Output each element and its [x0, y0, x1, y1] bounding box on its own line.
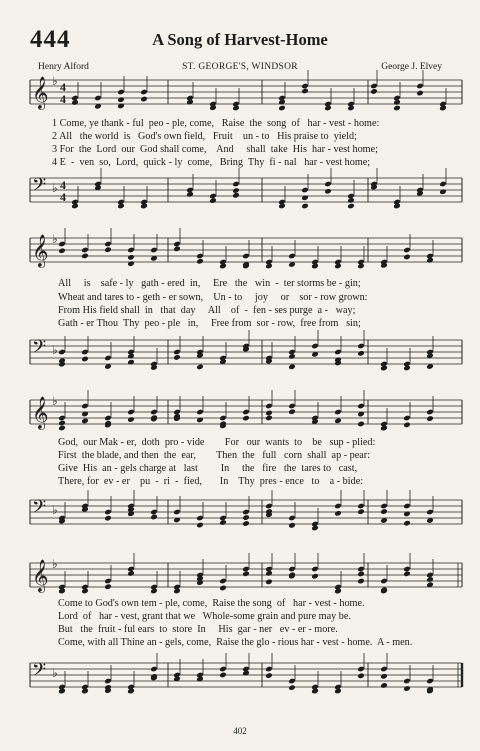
verse-line: Come to God's own tem - ple, come, Raise the song of har - vest - home.: [58, 598, 365, 609]
time-signature-bottom: 4: [60, 190, 66, 204]
verse-line: Gath - er Thou Thy peo - ple in, Free from sor - row, free from sin;: [58, 318, 361, 329]
verse-line: But the fruit - ful ears to store In His gar - ner ev - er - more.: [58, 624, 338, 635]
note-head: [232, 187, 240, 194]
flat-sign-icon: ♭: [52, 503, 58, 517]
note-head: [219, 263, 227, 270]
note-head: [219, 519, 227, 526]
note-head: [186, 191, 194, 198]
author-credit: Henry Alford: [38, 62, 89, 72]
note-head: [209, 197, 217, 204]
note-head: [58, 425, 66, 432]
note-head: [334, 588, 342, 595]
note-head: [140, 203, 148, 210]
verse-line: Lord of har - vest, grant that we Whole-some grain and pure may be.: [58, 611, 351, 622]
note-head: [403, 520, 411, 527]
note-head: [71, 99, 79, 106]
note-head: [393, 203, 401, 210]
note-head: [140, 96, 148, 103]
tune-name: ST. GEORGE'S, WINDSOR: [182, 62, 298, 72]
verse-line: Come, with all Thine an - gels, come, Raise the glo - rious har - vest - home. A - men.: [58, 637, 413, 648]
bass-staff-system-3: [0, 492, 480, 532]
note-head: [104, 583, 112, 590]
bass-clef-icon: 𝄢: [32, 175, 47, 200]
note-head: [150, 588, 158, 595]
note-head: [426, 576, 434, 583]
note-head: [357, 421, 365, 428]
flat-sign-icon: ♭: [52, 74, 58, 88]
note-head: [173, 588, 181, 595]
flat-sign-icon: ♭: [52, 343, 58, 357]
note-head: [242, 415, 250, 422]
verse-line: First the blade, and then the ear, Then the full corn shall ap - pear:: [58, 450, 371, 461]
bass-staff-system-2: [0, 332, 480, 372]
note-head: [357, 508, 365, 515]
note-head: [288, 684, 296, 691]
verse-line: 2 All the world is God's own field, Fruit un - to His praise to yield;: [52, 131, 357, 142]
verse-line: Give His an - gels charge at last In the fire the tares to cast,: [58, 463, 358, 474]
bass-clef-icon: 𝄢: [32, 337, 47, 362]
note-head: [104, 246, 112, 253]
note-head: [242, 571, 250, 578]
note-head: [403, 685, 411, 692]
note-head: [324, 188, 332, 195]
note-head: [242, 520, 250, 527]
note-head: [196, 522, 204, 529]
note-head: [380, 673, 388, 680]
note-head: [173, 246, 181, 253]
note-head: [196, 364, 204, 371]
note-head: [278, 105, 286, 112]
note-head: [324, 105, 332, 112]
note-head: [416, 90, 424, 97]
treble-clef-icon: 𝄞: [32, 396, 49, 429]
note-head: [439, 188, 447, 195]
note-head: [357, 263, 365, 270]
note-head: [347, 203, 355, 210]
note-head: [393, 105, 401, 112]
note-head: [311, 573, 319, 580]
verse-line: Wheat and tares to - geth - er sown, Un - to joy or sor - row grown:: [58, 292, 368, 303]
note-head: [150, 514, 158, 521]
note-head: [393, 99, 401, 106]
bass-clef-icon: 𝄢: [32, 660, 47, 685]
note-head: [301, 203, 309, 210]
note-head: [265, 579, 273, 586]
note-head: [127, 688, 135, 695]
note-head: [370, 88, 378, 95]
note-head: [265, 410, 273, 417]
note-head: [357, 350, 365, 357]
note-head: [311, 263, 319, 270]
note-head: [127, 570, 135, 577]
note-head: [311, 525, 319, 532]
treble-staff-system-4: [0, 555, 480, 595]
composer-credit: George J. Elvey: [381, 62, 442, 72]
note-head: [380, 425, 388, 432]
treble-clef-icon: 𝄞: [32, 234, 49, 267]
note-head: [426, 257, 434, 264]
note-head: [219, 672, 227, 679]
verse-line: 3 For the Lord our God shall come, And shall take His har - vest home;: [52, 144, 378, 155]
note-head: [117, 96, 125, 103]
note-head: [104, 515, 112, 522]
time-signature-top: 4: [60, 80, 66, 94]
note-head: [334, 510, 342, 517]
note-head: [196, 579, 204, 586]
note-head: [81, 253, 89, 260]
note-head: [219, 585, 227, 592]
note-head: [81, 418, 89, 425]
note-head: [403, 511, 411, 518]
hymn-title: A Song of Harvest-Home: [152, 30, 328, 49]
note-head: [81, 588, 89, 595]
note-head: [334, 418, 342, 425]
treble-staff-system-3: [0, 392, 480, 432]
note-head: [301, 88, 309, 95]
bass-clef-icon: 𝄢: [32, 497, 47, 522]
flat-sign-icon: ♭: [52, 666, 58, 680]
verse-line: There, for ev - er pu - ri - fied, In Thy pres - ence to a - bide:: [58, 476, 364, 487]
note-head: [58, 588, 66, 595]
note-head: [403, 571, 411, 578]
note-head: [117, 203, 125, 210]
note-head: [173, 354, 181, 361]
note-head: [232, 105, 240, 112]
note-head: [58, 420, 66, 427]
note-head: [265, 672, 273, 679]
flat-sign-icon: ♭: [52, 557, 58, 571]
note-head: [265, 415, 273, 422]
note-head: [439, 105, 447, 112]
note-head: [127, 416, 135, 423]
time-signature-bottom: 4: [60, 92, 66, 106]
note-head: [288, 364, 296, 371]
note-head: [357, 578, 365, 585]
note-head: [403, 254, 411, 261]
treble-clef-icon: 𝄞: [32, 76, 49, 109]
treble-staff-system-1: [0, 72, 480, 112]
note-head: [347, 105, 355, 112]
note-head: [380, 682, 388, 689]
note-head: [127, 510, 135, 517]
note-head: [311, 688, 319, 695]
flat-sign-icon: ♭: [52, 232, 58, 246]
note-head: [403, 365, 411, 372]
note-head: [127, 254, 135, 261]
note-head: [380, 508, 388, 515]
treble-staff-system-2: [0, 230, 480, 270]
note-head: [426, 415, 434, 422]
note-head: [334, 688, 342, 695]
note-head: [58, 247, 66, 254]
note-head: [58, 688, 66, 695]
time-signature-top: 4: [60, 178, 66, 192]
note-head: [278, 203, 286, 210]
note-head: [288, 353, 296, 360]
note-head: [196, 258, 204, 265]
note-head: [127, 359, 135, 366]
note-head: [71, 203, 79, 210]
note-head: [242, 514, 250, 521]
note-head: [357, 673, 365, 680]
bass-staff-system-4: [0, 655, 480, 695]
note-head: [288, 522, 296, 529]
page-number: 402: [233, 726, 247, 736]
verse-line: From His field shall in that day All of - fen - ses purge a - way;: [58, 305, 356, 316]
note-head: [403, 422, 411, 429]
treble-clef-icon: 𝄞: [32, 559, 49, 592]
flat-sign-icon: ♭: [52, 394, 58, 408]
bass-staff-system-1: [0, 170, 480, 210]
flat-sign-icon: ♭: [52, 181, 58, 195]
verse-line: All is safe - ly gath - ered in, Ere the win - ter storms be - gin;: [58, 278, 361, 289]
note-head: [357, 571, 365, 578]
hymn-number: 444: [30, 26, 71, 53]
verse-line: 4 E - ven so, Lord, quick - ly come, Bring Thy fi - nal har - vest home;: [52, 157, 371, 168]
note-head: [265, 570, 273, 577]
note-head: [380, 365, 388, 372]
note-head: [301, 195, 309, 202]
verse-line: 1 Come, ye thank - ful peo - ple, come, Raise the song of har - vest - home:: [52, 118, 380, 129]
note-head: [288, 408, 296, 415]
note-head: [232, 192, 240, 199]
note-head: [347, 197, 355, 204]
note-head: [81, 356, 89, 363]
note-head: [127, 260, 135, 267]
verse-line: God, our Mak - er, doth pro - vide For our wants to be sup - plied:: [58, 437, 376, 448]
note-head: [81, 688, 89, 695]
note-head: [334, 263, 342, 270]
note-head: [265, 263, 273, 270]
